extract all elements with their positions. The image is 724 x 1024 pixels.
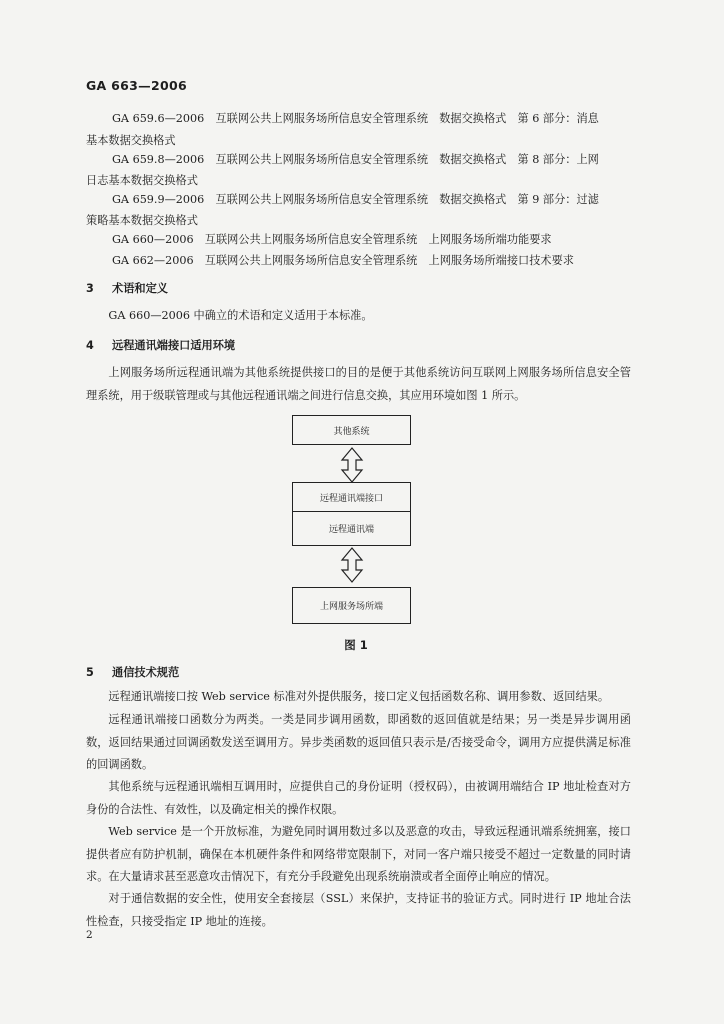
box-remote-terminal — [292, 511, 411, 546]
figure-caption: 图 1 — [344, 638, 368, 652]
section-4-paragraph: 上网服务场所远程通讯端为其他系统提供接口的目的是便于其他系统访问互联网上网服务场所信息安全管理系统，用于级联管理或与其他远程通讯端之间进行信息交换，其应用环境如图 1 所示。 — [86, 366, 631, 402]
standard-code-header: GA 663—2006 — [86, 78, 187, 93]
double-arrow-bottom — [342, 548, 362, 582]
section-3-number: 3 — [86, 282, 94, 295]
section-5-paragraph-3: 其他系统与远程通讯端相互调用时，应提供自己的身份证明（授权码），由被调用端结合 IP 地址检查对方身份的合法性、有效性，以及确定相关的操作权限。 — [86, 780, 631, 816]
box-remote-terminal-label: 远程通讯端 — [328, 525, 374, 535]
box-venue-terminal-label: 上网服务场所端 — [319, 602, 383, 612]
reference-item-1-cont: 基本数据交换格式 — [86, 134, 176, 147]
section-5-title: 通信技术规范 — [112, 666, 180, 679]
section-5-heading — [86, 664, 179, 680]
reference-item-2: GA 659.8—2006 互联网公共上网服务场所信息安全管理系统 数据交换格式 第 8 部分：上网 — [112, 153, 599, 166]
reference-item-3: GA 659.9—2006 互联网公共上网服务场所信息安全管理系统 数据交换格式 第 9 部分：过滤 — [112, 193, 599, 206]
box-other-system — [292, 415, 411, 445]
double-arrow-top — [342, 448, 362, 482]
section-5-paragraph-5: 对于通信数据的安全性，使用安全套接层（SSL）来保护，支持证书的验证方式。同时进行 IP 地址合法性检查，只接受指定 IP 地址的连接。 — [86, 892, 631, 928]
reference-item-1: GA 659.6—2006 互联网公共上网服务场所信息安全管理系统 数据交换格式 第 6 部分：消息 — [112, 112, 599, 125]
section-4-heading — [86, 337, 235, 353]
section-4-title: 远程通讯端接口适用环境 — [112, 339, 236, 352]
section-3-title: 术语和定义 — [112, 282, 168, 295]
reference-item-5: GA 662—2006 互联网公共上网服务场所信息安全管理系统 上网服务场所端接口技术要求 — [112, 254, 574, 267]
section-5-paragraph-2: 远程通讯端接口函数分为两类。一类是同步调用函数，即函数的返回值就是结果；另一类是异步调用函数，返回结果通过回调函数发送至调用方。异步类函数的返回值只表示是/否接受命令，调用方应提供满足标准的回调函数。 — [86, 713, 631, 771]
section-5-paragraph-4: Web service 是一个开放标准，为避免同时调用数过多以及恶意的攻击，导致远程通讯端系统拥塞，接口提供者应有防护机制，确保在本机硬件条件和网络带宽限制下，对同一客户端只接受不超过一定数量的同时请求。在大量请求甚至恶意攻击情况下，有充分手段避免出现系统崩溃或者全面停止响应的情况。 — [86, 825, 631, 883]
section-5-paragraph-1: 远程通讯端接口按 Web service 标准对外提供服务，接口定义包括函数名称、调用参数、返回结果。 — [108, 690, 610, 703]
box-remote-interface — [292, 482, 411, 512]
reference-item-2-cont: 日志基本数据交换格式 — [86, 174, 198, 187]
section-3-paragraph: GA 660—2006 中确立的术语和定义适用于本标准。 — [108, 309, 373, 322]
box-venue-terminal — [292, 587, 411, 624]
reference-item-3-cont: 策略基本数据交换格式 — [86, 214, 198, 227]
section-4-number: 4 — [86, 339, 94, 352]
box-other-system-label: 其他系统 — [333, 426, 370, 437]
page-number: 2 — [86, 929, 93, 941]
reference-item-4: GA 660—2006 互联网公共上网服务场所信息安全管理系统 上网服务场所端功能要求 — [112, 233, 552, 246]
section-5-number: 5 — [86, 666, 94, 679]
box-remote-interface-label: 远程通讯端接口 — [319, 493, 383, 504]
section-3-heading — [86, 280, 168, 296]
